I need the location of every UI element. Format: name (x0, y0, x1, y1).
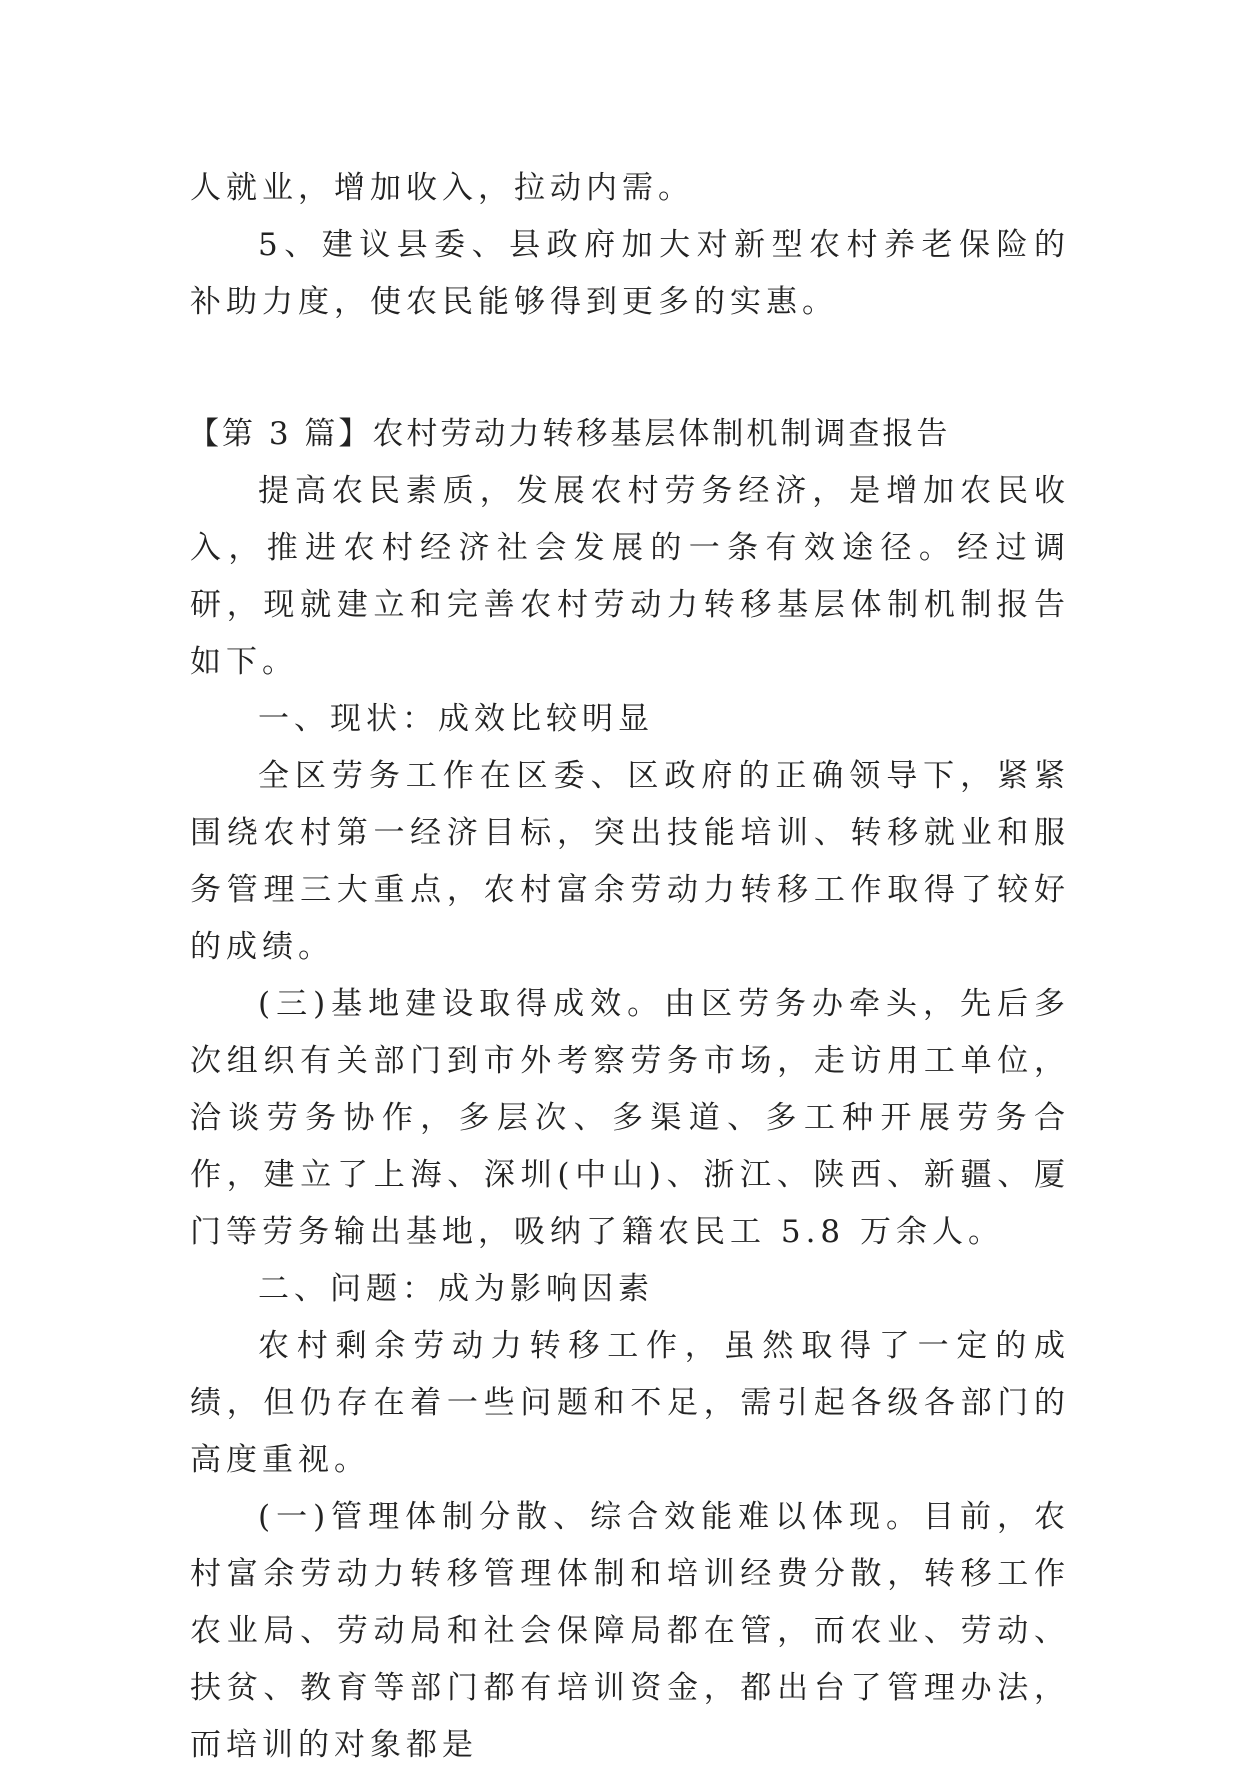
paragraph-intro: 提高农民素质，发展农村劳务经济，是增加农民收入，推进农村经济社会发展的一条有效途径。经过调研，现就建立和完善农村劳动力转移基层体制机制报告如下。 (190, 473, 1070, 680)
continuation-paragraph: 人就业，增加收入，拉动内需。 (190, 170, 694, 206)
paragraph-base-construction: (三)基地建设取得成效。由区劳务办牵头，先后多次组织有关部门到市外考察劳务市场，走访用工单位，洽谈劳务协作，多层次、多渠道、多工种开展劳务合作，建立了上海、深圳(中山)、浙江、陕西、新疆、厦门等劳务输出基地，吸纳了籍农民工 5.8 万余人。 (190, 986, 1070, 1250)
section-heading-status: 一、现状：成效比较明显 (258, 701, 654, 737)
section-spacer (190, 331, 1070, 406)
document-body (190, 160, 1070, 1774)
paragraph-problems: 农村剩余劳动力转移工作，虽然取得了一定的成绩，但仍存在着一些问题和不足，需引起各级各部门的高度重视。 (190, 1328, 1070, 1478)
paragraph-management: (一)管理体制分散、综合效能难以体现。目前，农村富余劳动力转移管理体制和培训经费分散，转移工作农业局、劳动局和社会保障局都在管，而农业、劳动、扶贫、教育等部门都有培训资金，都出台了管理办法，而培训的对象都是 (190, 1499, 1070, 1763)
paragraph-suggestion-5: 5、建议县委、县政府加大对新型农村养老保险的补助力度，使农民能够得到更多的实惠。 (190, 227, 1070, 320)
paragraph-status: 全区劳务工作在区委、区政府的正确领导下，紧紧围绕农村第一经济目标，突出技能培训、转移就业和服务管理三大重点，农村富余劳动力转移工作取得了较好的成绩。 (190, 758, 1070, 965)
article-heading: 【第 3 篇】农村劳动力转移基层体制机制调查报告 (188, 416, 951, 452)
section-heading-problems: 二、问题：成为影响因素 (258, 1271, 654, 1307)
